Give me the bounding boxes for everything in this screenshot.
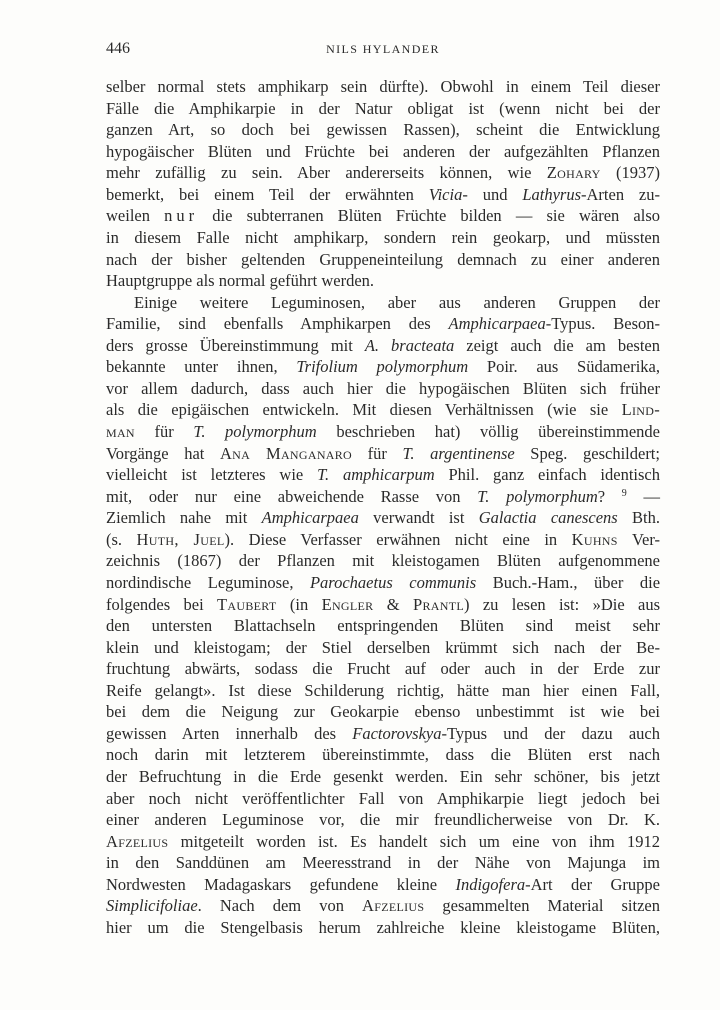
text-line: bemerkt, bei einem Teil der erwähnten Vicia- und Lathyrus-Arten zu-: [106, 184, 660, 204]
taxon-name: Galactia canescens: [478, 508, 618, 528]
taxon-name: Amphicarpaea: [261, 508, 359, 528]
text-line: Nordwesten Madagaskars gefundene kleine Indigofera-Art der Gruppe: [106, 874, 661, 894]
taxon-name: T. amphicarpum: [317, 465, 435, 485]
author-name: Afzelius: [106, 831, 169, 851]
text-line: zeichnis (1867) der Pflanzen mit kleistogamen Blüten aufgenommene: [106, 551, 660, 571]
text-line: bekannte unter ihnen, Trifolium polymorphum Poir. aus Südamerika,: [106, 357, 660, 377]
text-line: fruchtung abwärts, sodass die Frucht auf oder auch in der Erde zur: [106, 659, 660, 679]
taxon-name: T. polymorphum: [193, 422, 317, 441]
text-line: Vorgänge hat Ana Manganaro für T. argentinense Speg. geschildert;: [106, 443, 660, 463]
text-line: Reife gelangt». Ist diese Schilderung richtig, hätte man hier einen Fall,: [106, 680, 660, 700]
text-line: Ziemlich nahe mit Amphicarpaea verwandt ist Galactia canescens Bth.: [106, 508, 660, 528]
author-name: Afzelius: [362, 896, 425, 916]
taxon-name: T. argentinense: [402, 443, 515, 463]
text-line: man für T. polymorphum beschrieben hat) völlig übereinstimmende: [106, 422, 660, 441]
text-line: selber normal stets amphikarp sein dürfte). Obwohl in einem Teil dieser: [106, 77, 660, 96]
text-line: Einige weitere Leguminosen, aber aus anderen Gruppen der: [134, 292, 660, 312]
author-name: Zohary: [546, 163, 601, 183]
text-line: weilen nur die subterranen Blüten Früchte bilden — sie wären also: [106, 206, 660, 226]
taxon-name: Factorovskya: [352, 723, 442, 743]
running-head: [106, 40, 660, 64]
author-name: Engler: [321, 594, 374, 614]
text-line: (s. Huth, Juel). Diese Verfasser erwähnen nicht eine in Kuhns Ver-: [106, 529, 661, 549]
text-line: ders grosse Übereinstimmung mit A. bracteata zeigt auch die am besten: [106, 335, 660, 355]
text-line: Simplicifoliae. Nach dem von Afzelius gesammelten Material sitzen: [106, 896, 660, 916]
text-line: gewissen Arten innerhalb des Factorovskya-Typus und der dazu auch: [106, 723, 660, 743]
text-line: in den Sanddünen am Meeresstrand in der Nähe von Majunga im: [106, 853, 660, 873]
text-line: Afzelius mitgeteilt worden ist. Es handelt sich um eine von ihm 1912: [106, 831, 660, 851]
taxon-name: Trifolium polymorphum: [296, 357, 469, 377]
page-number: 446: [106, 40, 130, 57]
text-line: vielleicht ist letzteres wie T. amphicarpum Phil. ganz einfach identisch: [106, 465, 660, 485]
text-line: vor allem dadurch, dass auch hier die hypogäischen Blüten sich früher: [106, 378, 660, 398]
text-line: Fälle die Amphikarpie in der Natur obligat ist (wenn nicht bei der: [106, 98, 660, 118]
text-line: klein und kleistogam; der Stiel derselben krümmt sich nach der Be-: [106, 637, 660, 657]
author-name: Lind-: [621, 400, 660, 420]
text-line: folgendes bei Taubert (in Engler & Prantl) zu lesen ist: »Die aus: [106, 594, 660, 614]
author-name: Taubert: [217, 594, 277, 614]
taxon-name: Parochaetus communis: [309, 572, 477, 592]
taxon-name: Vicia: [428, 184, 463, 204]
taxon-name: A. bracteata: [364, 335, 455, 355]
text-line: als die epigäischen entwickeln. Mit diesen Verhältnissen (wie sie Lind-: [106, 400, 660, 420]
text-line: noch darin mit letzterem übereinstimmte, dass die Blüten erst nach: [106, 745, 660, 765]
running-title: NILS HYLANDER: [326, 42, 440, 56]
text-line: den untersten Blattachseln entspringenden Blüten sind meist sehr: [106, 616, 660, 636]
text-line: mit, oder nur eine abweichende Rasse von T. polymorphum? $^9$ —: [106, 486, 660, 506]
text-line: ganzen Art, so doch bei gewissen Rassen), scheint die Entwicklung: [106, 120, 660, 140]
author-name: Kuhns: [571, 529, 618, 549]
author-name: Huth, Juel: [136, 529, 225, 549]
text-line: Hauptgruppe als normal geführt werden.: [106, 271, 375, 291]
text-line: bei dem die Neigung zur Geokarpie ebenso unbestimmt ist wie bei: [106, 702, 660, 722]
text-line: in diesem Falle nicht amphikarp, sondern rein geokarp, und müssten: [106, 227, 660, 247]
text-line: der Befruchtung in die Erde gesenkt werden. Ein sehr schöner, bis jetzt: [106, 767, 660, 786]
author-name: Prantl: [413, 594, 464, 614]
taxon-name: Lathyrus: [522, 184, 581, 204]
taxon-name: T. polymorphum: [477, 486, 598, 506]
text-line: einer anderen Leguminose vor, die mir freundlicherweise von Dr. K.: [106, 810, 660, 830]
taxon-name: Simplicifoliae: [106, 896, 198, 916]
text-line: Familie, sind ebenfalls Amphikarpen des Amphicarpaea-Typus. Beson-: [106, 314, 660, 334]
text-line: nach der bisher geltenden Gruppeneinteilung demnach zu einer anderen: [106, 249, 660, 269]
text-line: mehr zufällig zu sein. Aber andererseits können, wie Zohary (1937): [106, 163, 660, 183]
footnote-ref: 9: [621, 487, 627, 499]
emphasis-spaced: nur: [164, 206, 199, 226]
text-line: nordindische Leguminose, Parochaetus communis Buch.-Ham., über die: [106, 572, 661, 592]
taxon-name: Amphicarpaea: [448, 314, 546, 334]
author-name: man: [106, 422, 135, 441]
text-line: hypogäischer Blüten und Früchte bei anderen der aufgezählten Pflanzen: [106, 141, 660, 161]
author-name: Ana Manganaro: [219, 443, 353, 463]
taxon-name: Indigofera: [455, 874, 526, 894]
text-line: aber noch nicht veröffentlichter Fall von Amphikarpie liegt jedoch bei: [106, 788, 660, 808]
text-line: hier um die Stengelbasis herum zahlreiche kleine kleistogame Blüten,: [106, 917, 660, 937]
body-text: [106, 76, 660, 939]
